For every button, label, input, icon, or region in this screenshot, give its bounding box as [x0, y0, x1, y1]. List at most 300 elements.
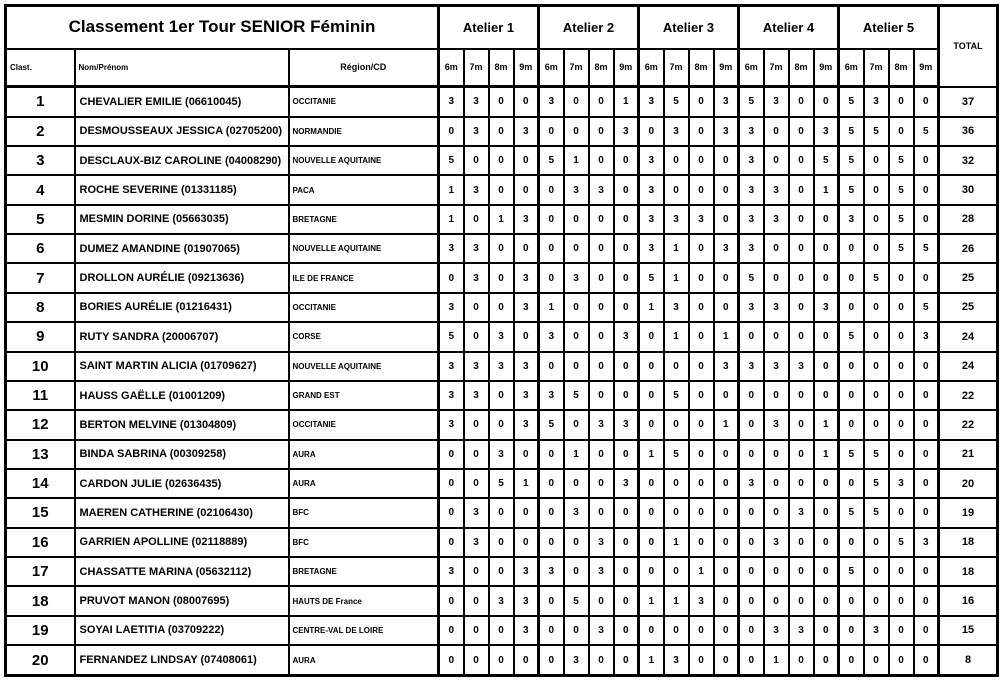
score-cell-atelier-1-9m: 3 [514, 410, 539, 439]
score-cell-atelier-4-6m: 0 [739, 616, 764, 645]
score-cell-atelier-4-6m: 5 [739, 263, 764, 292]
score-cell-atelier-2-9m: 0 [614, 557, 639, 586]
score-cell-atelier-5-9m: 0 [914, 87, 939, 117]
score-cell-atelier-2-8m: 0 [589, 322, 614, 351]
atelier-1-distance-header-9m: 9m [514, 49, 539, 87]
score-cell-atelier-2-6m: 0 [539, 352, 564, 381]
score-cell-atelier-5-6m: 0 [839, 469, 864, 498]
score-cell-atelier-3-8m: 0 [689, 87, 714, 117]
score-cell-atelier-5-8m: 5 [889, 528, 914, 557]
score-cell-atelier-5-7m: 5 [864, 498, 889, 527]
score-cell-atelier-3-8m: 3 [689, 586, 714, 615]
score-cell-atelier-1-6m: 1 [439, 175, 464, 204]
score-cell-atelier-4-9m: 0 [814, 616, 839, 645]
score-cell-atelier-4-6m: 5 [739, 87, 764, 117]
score-cell-atelier-5-8m: 0 [889, 117, 914, 146]
total-cell: 18 [939, 528, 998, 557]
score-cell-atelier-2-8m: 0 [589, 146, 614, 175]
score-cell-atelier-4-6m: 0 [739, 440, 764, 469]
score-cell-atelier-1-9m: 0 [514, 645, 539, 675]
score-cell-atelier-4-8m: 0 [789, 469, 814, 498]
score-cell-atelier-4-6m: 0 [739, 557, 764, 586]
score-cell-atelier-5-6m: 5 [839, 498, 864, 527]
score-cell-atelier-4-6m: 0 [739, 322, 764, 351]
score-cell-atelier-3-7m: 5 [664, 87, 689, 117]
score-cell-atelier-2-9m: 0 [614, 234, 639, 263]
table-row [6, 557, 998, 586]
score-cell-atelier-5-6m: 5 [839, 146, 864, 175]
score-cell-atelier-4-8m: 0 [789, 586, 814, 615]
score-cell-atelier-4-8m: 0 [789, 440, 814, 469]
score-cell-atelier-3-6m: 0 [639, 410, 664, 439]
score-cell-atelier-4-6m: 0 [739, 586, 764, 615]
score-cell-atelier-4-7m: 1 [764, 645, 789, 675]
score-cell-atelier-3-9m: 0 [714, 616, 739, 645]
score-cell-atelier-2-9m: 0 [614, 440, 639, 469]
score-cell-atelier-5-8m: 0 [889, 645, 914, 675]
score-cell-atelier-4-9m: 0 [814, 557, 839, 586]
score-cell-atelier-2-8m: 0 [589, 586, 614, 615]
score-cell-atelier-2-9m: 0 [614, 263, 639, 292]
atelier-1-distance-header-6m: 6m [439, 49, 464, 87]
atelier-5-header: Atelier 5 [839, 6, 939, 49]
score-cell-atelier-5-9m: 5 [914, 117, 939, 146]
score-cell-atelier-2-9m: 3 [614, 410, 639, 439]
table-row [6, 528, 998, 557]
score-cell-atelier-1-7m: 3 [464, 175, 489, 204]
score-cell-atelier-1-6m: 0 [439, 586, 464, 615]
score-cell-atelier-1-9m: 0 [514, 146, 539, 175]
region-cell: ILE DE FRANCE [289, 263, 439, 292]
name-column-header: Nom/Prénom [75, 49, 289, 87]
table-row [6, 234, 998, 263]
name-cell: SAINT MARTIN ALICIA (01709627) [75, 352, 289, 381]
score-cell-atelier-1-6m: 0 [439, 117, 464, 146]
score-cell-atelier-2-6m: 5 [539, 146, 564, 175]
score-cell-atelier-5-6m: 5 [839, 440, 864, 469]
score-cell-atelier-2-7m: 0 [564, 322, 589, 351]
score-cell-atelier-5-8m: 3 [889, 469, 914, 498]
score-cell-atelier-1-6m: 1 [439, 205, 464, 234]
score-cell-atelier-5-9m: 0 [914, 645, 939, 675]
score-cell-atelier-5-7m: 3 [864, 616, 889, 645]
score-cell-atelier-4-9m: 0 [814, 322, 839, 351]
score-cell-atelier-5-8m: 5 [889, 146, 914, 175]
score-cell-atelier-1-9m: 3 [514, 616, 539, 645]
score-cell-atelier-2-8m: 0 [589, 498, 614, 527]
score-cell-atelier-2-7m: 0 [564, 557, 589, 586]
score-cell-atelier-4-8m: 0 [789, 381, 814, 410]
total-cell: 28 [939, 205, 998, 234]
atelier-3-distance-header-9m: 9m [714, 49, 739, 87]
score-cell-atelier-2-7m: 0 [564, 410, 589, 439]
score-cell-atelier-1-7m: 3 [464, 87, 489, 117]
score-cell-atelier-3-7m: 0 [664, 146, 689, 175]
score-cell-atelier-3-8m: 0 [689, 175, 714, 204]
score-cell-atelier-4-9m: 0 [814, 263, 839, 292]
score-cell-atelier-4-7m: 0 [764, 557, 789, 586]
score-cell-atelier-4-9m: 0 [814, 352, 839, 381]
score-cell-atelier-2-8m: 3 [589, 557, 614, 586]
score-cell-atelier-1-9m: 0 [514, 175, 539, 204]
score-cell-atelier-3-9m: 3 [714, 352, 739, 381]
score-cell-atelier-5-9m: 0 [914, 498, 939, 527]
score-cell-atelier-2-8m: 3 [589, 175, 614, 204]
score-cell-atelier-4-8m: 0 [789, 528, 814, 557]
score-cell-atelier-5-9m: 0 [914, 146, 939, 175]
score-cell-atelier-1-9m: 0 [514, 87, 539, 117]
score-cell-atelier-3-9m: 0 [714, 146, 739, 175]
score-cell-atelier-4-8m: 3 [789, 498, 814, 527]
score-cell-atelier-1-7m: 0 [464, 586, 489, 615]
atelier-3-distance-header-8m: 8m [689, 49, 714, 87]
score-cell-atelier-5-8m: 0 [889, 322, 914, 351]
score-cell-atelier-3-9m: 0 [714, 205, 739, 234]
rank-cell: 13 [6, 440, 75, 469]
score-cell-atelier-3-6m: 3 [639, 87, 664, 117]
score-cell-atelier-3-9m: 1 [714, 410, 739, 439]
score-cell-atelier-4-7m: 0 [764, 117, 789, 146]
score-cell-atelier-5-6m: 0 [839, 293, 864, 322]
score-cell-atelier-1-8m: 0 [489, 117, 514, 146]
score-cell-atelier-3-7m: 1 [664, 528, 689, 557]
score-cell-atelier-2-6m: 3 [539, 322, 564, 351]
score-cell-atelier-1-6m: 5 [439, 322, 464, 351]
score-cell-atelier-1-8m: 0 [489, 87, 514, 117]
score-cell-atelier-2-6m: 5 [539, 410, 564, 439]
rank-cell: 4 [6, 175, 75, 204]
score-cell-atelier-2-9m: 0 [614, 352, 639, 381]
score-cell-atelier-5-6m: 0 [839, 234, 864, 263]
atelier-5-distance-header-7m: 7m [864, 49, 889, 87]
score-cell-atelier-3-6m: 1 [639, 645, 664, 675]
score-cell-atelier-5-7m: 0 [864, 557, 889, 586]
score-cell-atelier-5-8m: 0 [889, 263, 914, 292]
score-cell-atelier-1-9m: 0 [514, 322, 539, 351]
score-cell-atelier-3-9m: 0 [714, 263, 739, 292]
score-cell-atelier-5-9m: 0 [914, 410, 939, 439]
score-cell-atelier-1-8m: 0 [489, 528, 514, 557]
total-cell: 22 [939, 381, 998, 410]
score-cell-atelier-1-6m: 3 [439, 293, 464, 322]
score-cell-atelier-4-6m: 3 [739, 352, 764, 381]
score-cell-atelier-2-9m: 3 [614, 322, 639, 351]
score-cell-atelier-4-8m: 0 [789, 263, 814, 292]
total-cell: 25 [939, 263, 998, 292]
score-cell-atelier-1-6m: 0 [439, 528, 464, 557]
total-cell: 15 [939, 616, 998, 645]
name-cell: DESMOUSSEAUX JESSICA (02705200) [75, 117, 289, 146]
score-cell-atelier-4-9m: 0 [814, 205, 839, 234]
total-cell: 24 [939, 352, 998, 381]
table-row [6, 263, 998, 292]
score-cell-atelier-4-9m: 1 [814, 175, 839, 204]
score-cell-atelier-5-9m: 5 [914, 234, 939, 263]
score-cell-atelier-2-9m: 3 [614, 117, 639, 146]
score-cell-atelier-3-9m: 0 [714, 381, 739, 410]
score-cell-atelier-5-9m: 0 [914, 263, 939, 292]
score-cell-atelier-4-7m: 0 [764, 146, 789, 175]
name-cell: MAEREN CATHERINE (02106430) [75, 498, 289, 527]
name-cell: MESMIN DORINE (05663035) [75, 205, 289, 234]
score-cell-atelier-2-6m: 1 [539, 293, 564, 322]
total-cell: 22 [939, 410, 998, 439]
region-cell: NOUVELLE AQUITAINE [289, 146, 439, 175]
region-cell: OCCITANIE [289, 410, 439, 439]
score-cell-atelier-1-7m: 3 [464, 498, 489, 527]
score-cell-atelier-2-9m: 0 [614, 645, 639, 675]
name-cell: CARDON JULIE (02636435) [75, 469, 289, 498]
score-cell-atelier-3-6m: 5 [639, 263, 664, 292]
score-cell-atelier-4-8m: 0 [789, 557, 814, 586]
score-cell-atelier-5-7m: 0 [864, 645, 889, 675]
score-cell-atelier-2-6m: 3 [539, 557, 564, 586]
name-cell: DUMEZ AMANDINE (01907065) [75, 234, 289, 263]
score-cell-atelier-1-9m: 0 [514, 528, 539, 557]
score-cell-atelier-4-9m: 5 [814, 146, 839, 175]
score-cell-atelier-4-6m: 0 [739, 410, 764, 439]
atelier-4-distance-header-9m: 9m [814, 49, 839, 87]
region-cell: OCCITANIE [289, 87, 439, 117]
score-cell-atelier-2-8m: 0 [589, 352, 614, 381]
score-cell-atelier-2-7m: 0 [564, 293, 589, 322]
score-cell-atelier-1-6m: 3 [439, 381, 464, 410]
score-cell-atelier-5-9m: 5 [914, 293, 939, 322]
score-cell-atelier-2-8m: 0 [589, 293, 614, 322]
score-cell-atelier-4-7m: 0 [764, 322, 789, 351]
score-cell-atelier-1-8m: 0 [489, 645, 514, 675]
name-cell: FERNANDEZ LINDSAY (07408061) [75, 645, 289, 675]
score-cell-atelier-3-9m: 3 [714, 234, 739, 263]
score-cell-atelier-4-7m: 3 [764, 175, 789, 204]
score-cell-atelier-3-6m: 0 [639, 528, 664, 557]
rank-column-header: Clast. [6, 49, 75, 87]
score-cell-atelier-1-7m: 0 [464, 557, 489, 586]
score-cell-atelier-3-8m: 0 [689, 263, 714, 292]
score-cell-atelier-5-6m: 0 [839, 528, 864, 557]
table-row [6, 87, 998, 117]
score-cell-atelier-1-7m: 0 [464, 146, 489, 175]
name-cell: ROCHE SEVERINE (01331185) [75, 175, 289, 204]
score-cell-atelier-5-7m: 0 [864, 528, 889, 557]
score-cell-atelier-1-9m: 0 [514, 498, 539, 527]
score-cell-atelier-1-6m: 0 [439, 498, 464, 527]
score-cell-atelier-5-7m: 5 [864, 440, 889, 469]
score-cell-atelier-2-6m: 3 [539, 87, 564, 117]
score-cell-atelier-4-9m: 0 [814, 498, 839, 527]
score-cell-atelier-3-9m: 0 [714, 557, 739, 586]
score-cell-atelier-3-6m: 1 [639, 440, 664, 469]
score-cell-atelier-5-6m: 0 [839, 263, 864, 292]
score-cell-atelier-3-7m: 3 [664, 645, 689, 675]
score-cell-atelier-3-8m: 0 [689, 616, 714, 645]
page-title: Classement 1er Tour SENIOR Féminin [6, 6, 439, 49]
score-cell-atelier-2-8m: 3 [589, 616, 614, 645]
score-cell-atelier-4-8m: 0 [789, 205, 814, 234]
score-cell-atelier-4-9m: 0 [814, 528, 839, 557]
score-cell-atelier-3-9m: 0 [714, 586, 739, 615]
score-cell-atelier-2-9m: 0 [614, 616, 639, 645]
score-cell-atelier-2-9m: 0 [614, 586, 639, 615]
score-cell-atelier-5-8m: 0 [889, 498, 914, 527]
score-cell-atelier-3-9m: 0 [714, 293, 739, 322]
score-cell-atelier-5-7m: 0 [864, 381, 889, 410]
score-cell-atelier-2-8m: 0 [589, 381, 614, 410]
score-cell-atelier-3-7m: 1 [664, 586, 689, 615]
score-cell-atelier-1-8m: 0 [489, 234, 514, 263]
total-cell: 19 [939, 498, 998, 527]
score-cell-atelier-2-9m: 0 [614, 146, 639, 175]
score-cell-atelier-3-9m: 0 [714, 498, 739, 527]
score-cell-atelier-5-8m: 5 [889, 175, 914, 204]
score-cell-atelier-5-7m: 0 [864, 175, 889, 204]
name-cell: HAUSS GAËLLE (01001209) [75, 381, 289, 410]
atelier-1-distance-header-8m: 8m [489, 49, 514, 87]
score-cell-atelier-5-7m: 5 [864, 117, 889, 146]
score-cell-atelier-1-7m: 0 [464, 410, 489, 439]
rank-cell: 7 [6, 263, 75, 292]
score-cell-atelier-1-9m: 3 [514, 263, 539, 292]
score-cell-atelier-5-8m: 5 [889, 205, 914, 234]
score-cell-atelier-5-6m: 5 [839, 87, 864, 117]
score-cell-atelier-3-9m: 3 [714, 87, 739, 117]
score-cell-atelier-2-7m: 3 [564, 498, 589, 527]
score-cell-atelier-1-9m: 3 [514, 352, 539, 381]
region-cell: BFC [289, 528, 439, 557]
atelier-3-distance-header-6m: 6m [639, 49, 664, 87]
score-cell-atelier-5-8m: 0 [889, 293, 914, 322]
score-cell-atelier-2-9m: 3 [614, 469, 639, 498]
score-cell-atelier-5-7m: 0 [864, 205, 889, 234]
score-cell-atelier-1-8m: 3 [489, 440, 514, 469]
score-cell-atelier-4-6m: 3 [739, 234, 764, 263]
score-cell-atelier-5-6m: 0 [839, 381, 864, 410]
score-cell-atelier-4-7m: 3 [764, 352, 789, 381]
table-row [6, 205, 998, 234]
score-cell-atelier-4-8m: 0 [789, 234, 814, 263]
score-cell-atelier-5-7m: 0 [864, 322, 889, 351]
region-cell: BFC [289, 498, 439, 527]
score-cell-atelier-1-7m: 3 [464, 528, 489, 557]
score-cell-atelier-2-6m: 0 [539, 498, 564, 527]
score-cell-atelier-1-7m: 0 [464, 205, 489, 234]
score-cell-atelier-4-9m: 0 [814, 87, 839, 117]
score-cell-atelier-4-9m: 0 [814, 234, 839, 263]
score-cell-atelier-4-9m: 0 [814, 381, 839, 410]
table-row [6, 440, 998, 469]
score-cell-atelier-2-7m: 5 [564, 586, 589, 615]
score-cell-atelier-3-7m: 0 [664, 175, 689, 204]
score-cell-atelier-2-8m: 0 [589, 440, 614, 469]
name-cell: BINDA SABRINA (00309258) [75, 440, 289, 469]
region-cell: CORSE [289, 322, 439, 351]
name-cell: CHASSATTE MARINA (05632112) [75, 557, 289, 586]
total-cell: 25 [939, 293, 998, 322]
score-cell-atelier-4-6m: 3 [739, 117, 764, 146]
score-cell-atelier-5-8m: 0 [889, 586, 914, 615]
score-cell-atelier-1-7m: 3 [464, 234, 489, 263]
score-cell-atelier-2-9m: 0 [614, 498, 639, 527]
score-cell-atelier-3-9m: 0 [714, 645, 739, 675]
region-cell: CENTRE-VAL DE LOIRE [289, 616, 439, 645]
score-cell-atelier-4-8m: 0 [789, 293, 814, 322]
region-cell: NOUVELLE AQUITAINE [289, 234, 439, 263]
score-cell-atelier-4-6m: 0 [739, 498, 764, 527]
score-cell-atelier-4-8m: 0 [789, 175, 814, 204]
score-cell-atelier-2-6m: 0 [539, 440, 564, 469]
score-cell-atelier-4-9m: 3 [814, 117, 839, 146]
name-cell: RUTY SANDRA (20006707) [75, 322, 289, 351]
score-cell-atelier-1-6m: 0 [439, 645, 464, 675]
score-cell-atelier-5-7m: 5 [864, 469, 889, 498]
score-cell-atelier-3-8m: 3 [689, 205, 714, 234]
score-cell-atelier-4-6m: 0 [739, 528, 764, 557]
score-cell-atelier-1-8m: 3 [489, 352, 514, 381]
score-cell-atelier-4-9m: 1 [814, 410, 839, 439]
score-cell-atelier-1-6m: 0 [439, 263, 464, 292]
score-cell-atelier-1-6m: 3 [439, 557, 464, 586]
score-cell-atelier-4-8m: 0 [789, 322, 814, 351]
score-cell-atelier-3-6m: 3 [639, 175, 664, 204]
score-cell-atelier-2-7m: 0 [564, 117, 589, 146]
total-cell: 21 [939, 440, 998, 469]
score-cell-atelier-2-6m: 0 [539, 175, 564, 204]
table-row [6, 586, 998, 615]
total-cell: 16 [939, 586, 998, 615]
atelier-2-distance-header-8m: 8m [589, 49, 614, 87]
rank-cell: 14 [6, 469, 75, 498]
rank-cell: 12 [6, 410, 75, 439]
score-cell-atelier-1-9m: 3 [514, 205, 539, 234]
region-cell: BRETAGNE [289, 557, 439, 586]
score-cell-atelier-1-7m: 3 [464, 381, 489, 410]
score-cell-atelier-4-7m: 0 [764, 440, 789, 469]
score-cell-atelier-3-6m: 3 [639, 146, 664, 175]
score-cell-atelier-4-9m: 3 [814, 293, 839, 322]
region-cell: BRETAGNE [289, 205, 439, 234]
atelier-1-header: Atelier 1 [439, 6, 539, 49]
score-cell-atelier-3-7m: 3 [664, 117, 689, 146]
score-cell-atelier-2-8m: 3 [589, 410, 614, 439]
total-cell: 30 [939, 175, 998, 204]
name-cell: DESCLAUX-BIZ CAROLINE (04008290) [75, 146, 289, 175]
name-cell: GARRIEN APOLLINE (02118889) [75, 528, 289, 557]
score-cell-atelier-3-7m: 0 [664, 410, 689, 439]
score-cell-atelier-3-9m: 0 [714, 528, 739, 557]
score-cell-atelier-2-7m: 0 [564, 87, 589, 117]
atelier-2-header: Atelier 2 [539, 6, 639, 49]
score-cell-atelier-3-6m: 0 [639, 322, 664, 351]
rank-cell: 10 [6, 352, 75, 381]
rank-cell: 20 [6, 645, 75, 675]
score-cell-atelier-1-8m: 0 [489, 381, 514, 410]
score-cell-atelier-1-7m: 0 [464, 616, 489, 645]
score-cell-atelier-1-7m: 0 [464, 293, 489, 322]
score-cell-atelier-5-9m: 0 [914, 440, 939, 469]
score-cell-atelier-5-9m: 0 [914, 352, 939, 381]
score-cell-atelier-5-9m: 0 [914, 205, 939, 234]
score-cell-atelier-4-6m: 0 [739, 381, 764, 410]
region-column-header: Région/CD [289, 49, 439, 87]
region-cell: NOUVELLE AQUITAINE [289, 352, 439, 381]
score-cell-atelier-2-7m: 0 [564, 528, 589, 557]
score-cell-atelier-3-7m: 0 [664, 352, 689, 381]
score-cell-atelier-2-8m: 0 [589, 117, 614, 146]
score-cell-atelier-2-9m: 0 [614, 381, 639, 410]
score-cell-atelier-5-8m: 0 [889, 352, 914, 381]
score-cell-atelier-1-6m: 0 [439, 469, 464, 498]
score-cell-atelier-1-6m: 3 [439, 87, 464, 117]
